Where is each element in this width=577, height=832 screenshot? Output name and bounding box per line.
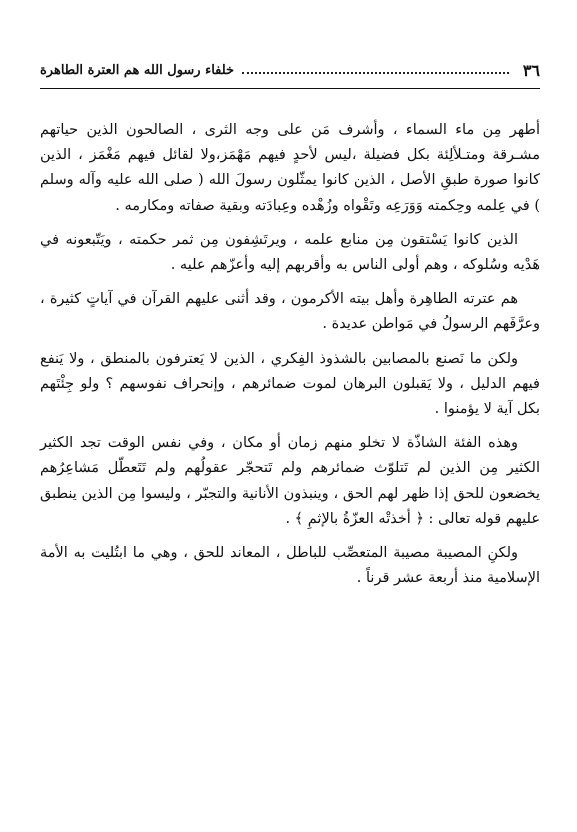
header-divider [40, 88, 540, 89]
header-dotted-leader [242, 72, 509, 74]
body-text [40, 118, 540, 600]
page-number: ٣٦ [522, 60, 540, 80]
paragraph: هم عترته الطاهِرة وأهل بيته الأكرمون ، وقد أثنى عليهم القرآن في آياتٍ كثيرة ، وعرَّفَهم الرسولُ في مَواطن عديدة . [40, 291, 540, 333]
paragraph: وهذه الفئة الشاذّة لا تخلو منهم زمان أو مكان ، وفي نفس الوقت تجد الكثير الكثير مِن الذين لم تَتلوّث ضمائرهم ولم تَتحجّر عقولُهم ولم تَتَعطّل مَشاعِرُهم يخضعون للحق إذا ظهر لهم الحق ، وينبذون الأنانية والتجبّر ، وليسوا مِن الذين ينطبق عليهم قوله تعالى : ﴿ أخذتْه العزّةُ بالإثمِ ﴾ . [40, 435, 540, 527]
page-header [40, 58, 540, 82]
paragraph: أطهر مِن ماء السماء ، وأشرف مَن على وجه الثرى ، الصالحون الذين حياتهم مشـرقة ومتـلألِئة بكل فضيلة ،ليس لأحدٍ فيهم مَهْمَز،ولا لقائل فيهم مَغْمَز ، الذين كانوا صورة طبقِ الأصل ، الذين كانوا يمثّلون رسولَ الله ( صلى الله عليه وآله وسلم ) في عِلمه وحِكمته وَوَرَعِه وتَقْواه وزُهْده وعِبادَته وبقية صفاته ومكارمه . [40, 122, 540, 214]
running-title: خلفاء رسول الله هم العترة الطاهرة [40, 62, 235, 78]
paragraph: الذين كانوا يَسْتقون مِن منابع علمه ، ويرتَشِفون مِن ثمر حكمته ، ويَتّبعونه في هَدْيه وسُلوكه ، وهم أولى الناس به وأقربهم إليه وأعزّهم عليه . [40, 231, 540, 274]
paragraph: ولكن ما نَصنع بالمصابين بالشذوذ الفِكري ، الذين لا يَعترفون بالمنطق ، ولا يَنفع فيهم الدليل ، ولا يَقبلون البرهان لموت ضمائرهم ، وإنحراف نفوسهم ؟ ولو جِئْتَهم بكل آية لا يؤمنوا . [40, 350, 540, 418]
paragraph: ولكنِ المصيبة مصيبة المتعصِّب للباطل ، المعاند للحق ، وهي ما ابتُليت به الأمة الإسلامية منذ أربعة عشر قرناً . [40, 545, 540, 587]
